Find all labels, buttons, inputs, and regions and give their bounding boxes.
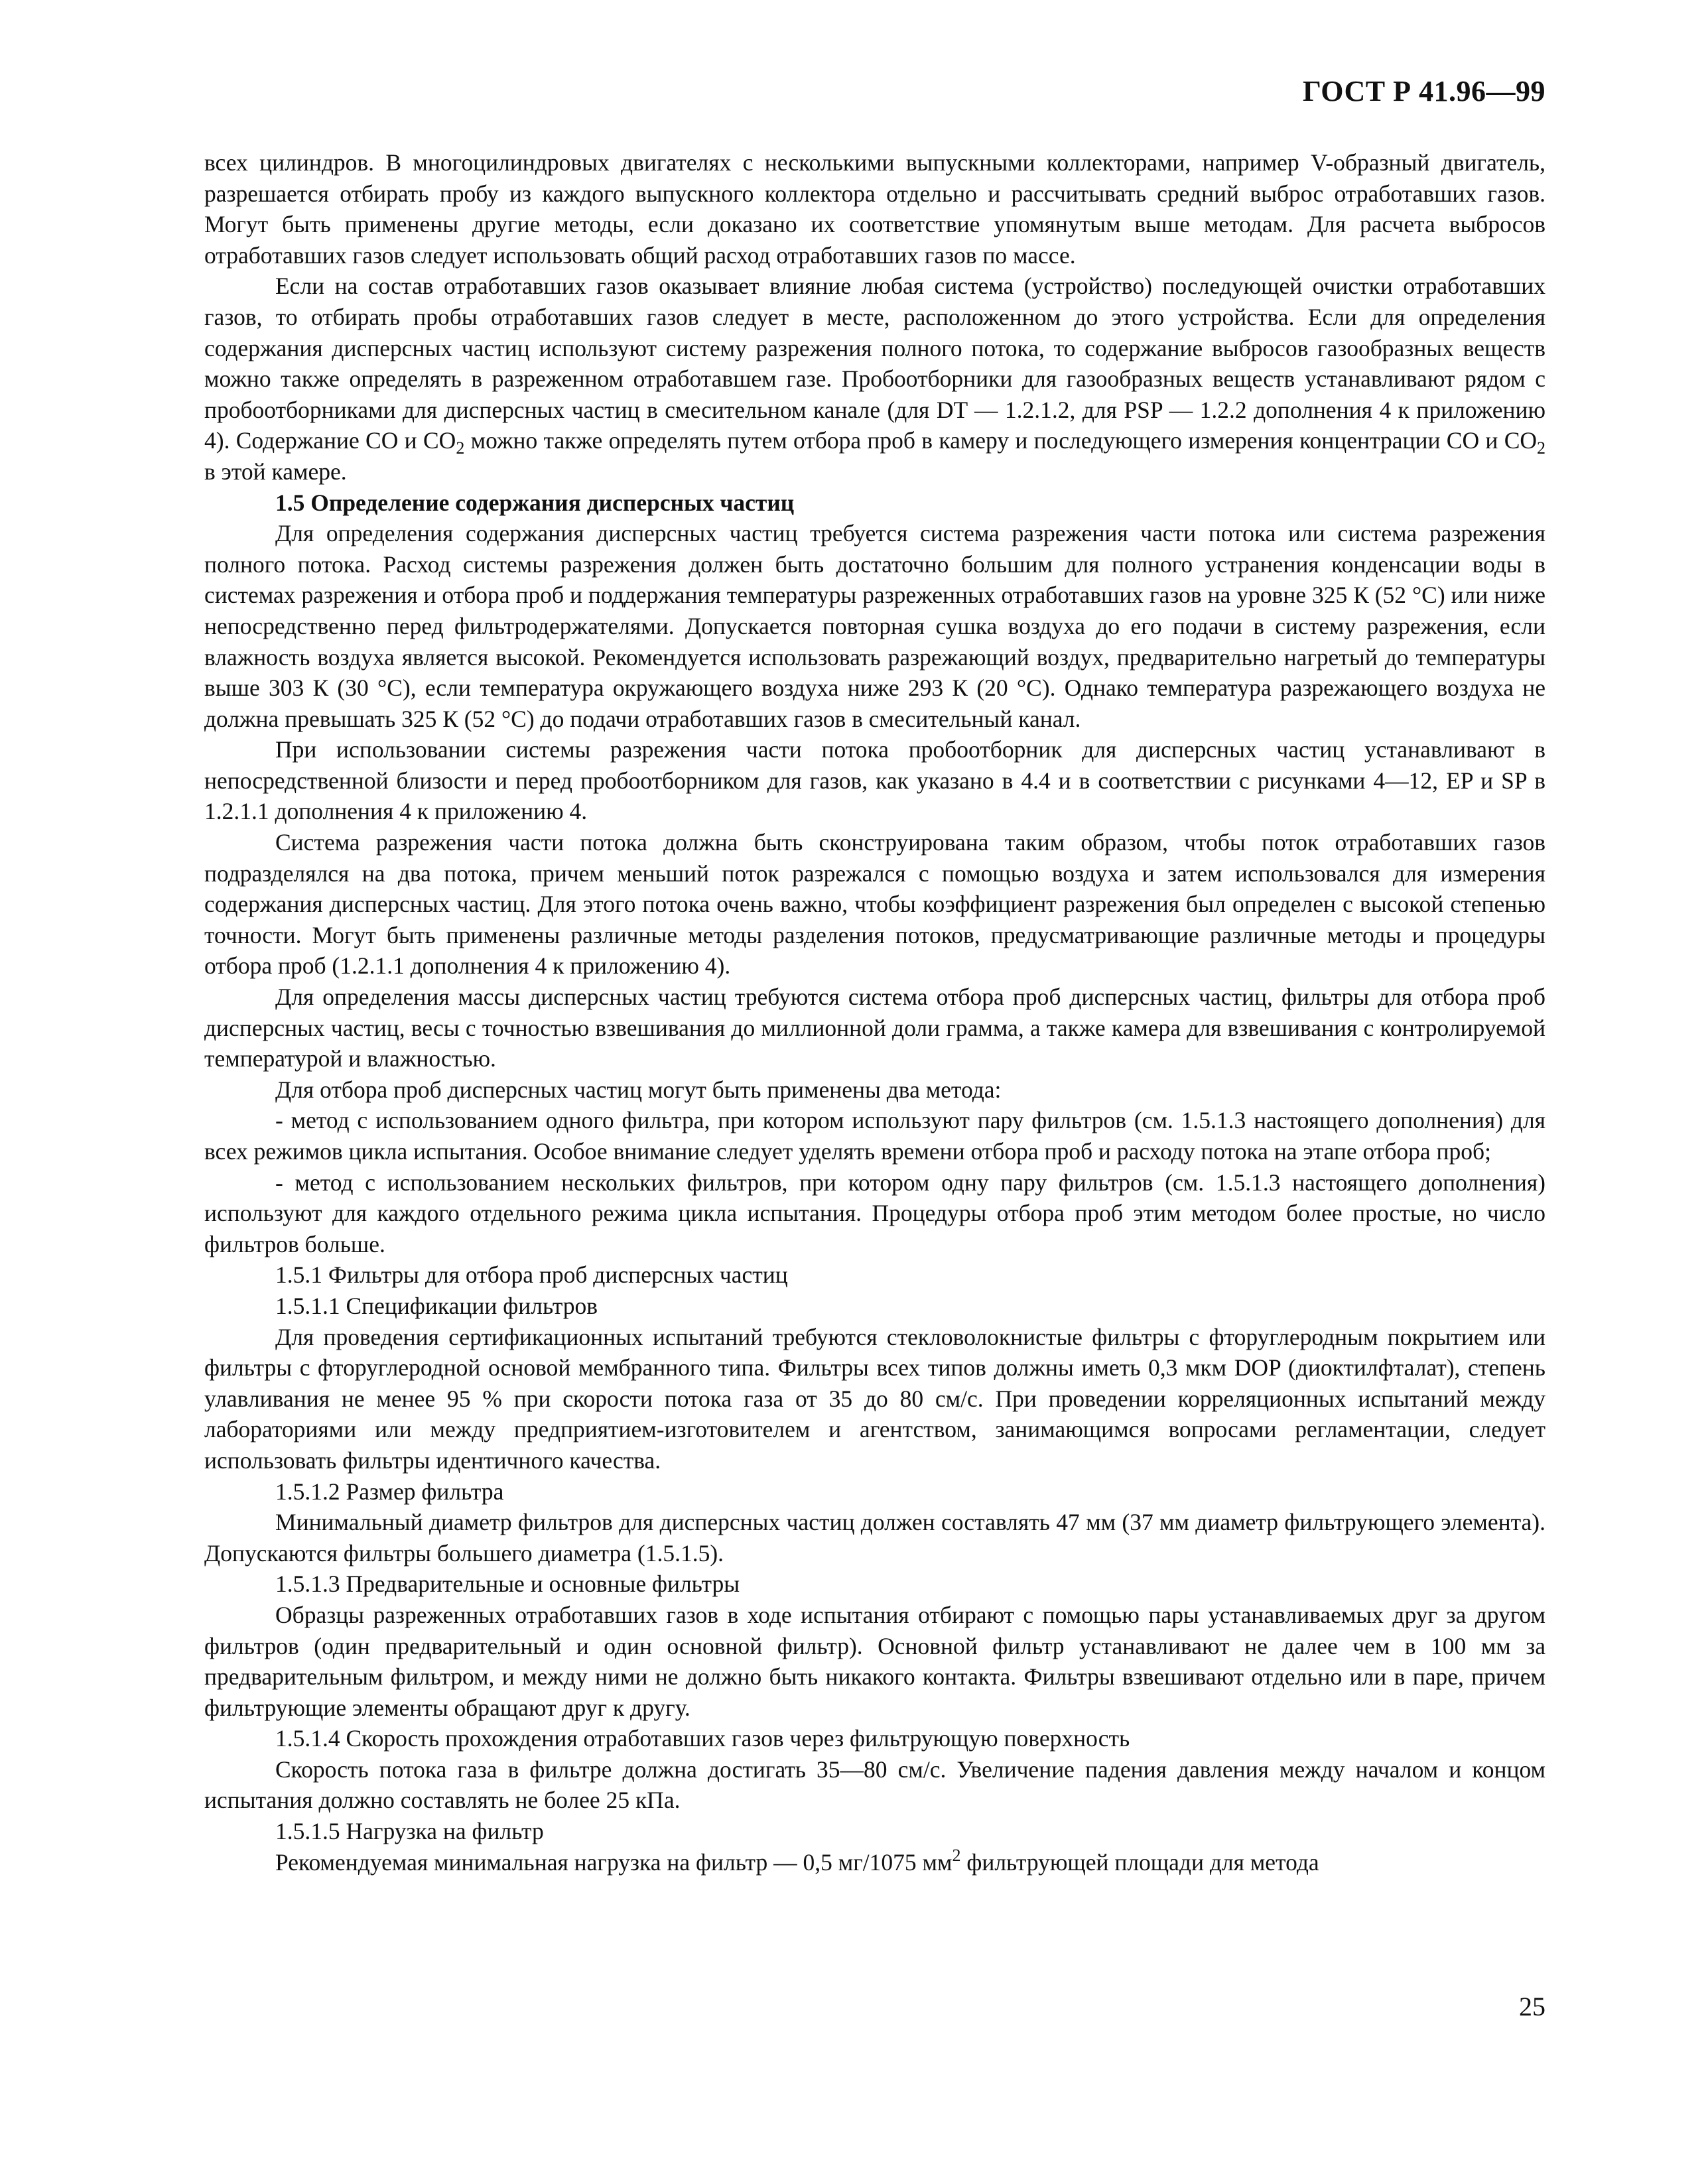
list-item: - метод с использованием одного фильтра, при котором используют пару фильтров (см. 1.5.1.3 настоящего дополнения) для всех режимов цикла испытания. Особое внимание следует уделять времени отбора проб и расходу потока на этапе отбора проб;	[204, 1107, 1545, 1165]
subsection-heading: 1.5.1 Фильтры для отбора проб дисперсных частиц	[275, 1261, 788, 1289]
paragraph: Скорость потока газа в фильтре должна достигать 35—80 см/с. Увеличение падения давления между началом и концом испытания должно составлять не более 25 кПа.	[204, 1756, 1545, 1814]
subsection-heading: 1.5.1.4 Скорость прохождения отработавших газов через фильтрующую поверхность	[275, 1725, 1130, 1752]
paragraph: Система разрежения части потока должна быть сконструирована таким образом, чтобы поток отработавших газов подразделялся на два потока, причем меньший поток разрежался с помощью воздуха и затем использовался для измерения содержания дисперсных частиц. Для этого потока очень важно, чтобы коэффициент разрежения был определен с высокой степенью точности. Могут быть применены различные методы разделения потоков, предусматривающие различные методы и процедуры отбора проб (1.2.1.1 дополнения 4 к приложению 4).	[204, 829, 1545, 980]
paragraph: Рекомендуемая минимальная нагрузка на фильтр — 0,5 мг/1075 $мм^2$ фильтрующей площади для метода	[275, 1845, 1319, 1876]
subsection-heading: 1.5.1.2 Размер фильтра	[275, 1478, 504, 1505]
document-body	[204, 147, 1545, 1878]
paragraph: Для определения массы дисперсных частиц требуются система отбора проб дисперсных частиц, фильтры для отбора проб дисперсных частиц, весы с точностью взвешивания до миллионной доли грамма, а также камера для взвешивания с контролируемой температурой и влажностью.	[204, 984, 1545, 1072]
section-heading: 1.5 Определение содержания дисперсных частиц	[275, 489, 795, 516]
subsection-heading: 1.5.1.1 Спецификации фильтров	[275, 1292, 598, 1319]
paragraph: Если на состав отработавших газов оказывает влияние любая система (устройство) последующей очистки отработавших газов, то отбирать пробы отработавших газов следует в месте, расположенном до этого устройства. Если для определения содержания дисперсных частиц используют систему разрежения полного потока, то содержание выбросов газообразных веществ можно также определять в разреженном отработавшем газе. Пробоотборники для газообразных веществ устанавливают рядом с пробоотборниками для дисперсных частиц в смесительном канале (для DT — 1.2.1.2, для PSP — 1.2.2 дополнения 4 к приложению 4). Содержание CO и $CO_2$ можно также определять путем отбора проб в камеру и последующего измерения концентрации CO и $CO_2$ в этой камере.	[204, 273, 1546, 485]
document-code: ГОСТ Р 41.96—99	[1302, 75, 1545, 107]
paragraph: Минимальный диаметр фильтров для дисперсных частиц должен составлять 47 мм (37 мм диаметр фильтрующего элемента). Допускаются фильтры большего диаметра (1.5.1.5).	[204, 1509, 1545, 1567]
paragraph: Образцы разреженных отработавших газов в ходе испытания отбирают с помощью пары устанавливаемых друг за другом фильтров (один предварительный и один основной фильтр). Основной фильтр устанавливают не далее чем в 100 мм за предварительным фильтром, и между ними не должно быть никакого контакта. Фильтры взвешивают отдельно или в паре, причем фильтрующие элементы обращают друг к другу.	[204, 1601, 1545, 1721]
paragraph: всех цилиндров. В многоцилиндровых двигателях с несколькими выпускными коллекторами, например V-образный двигатель, разрешается отбирать пробу из каждого выпускного коллектора отдельно и рассчитывать средний выброс отработавших газов. Могут быть применены другие методы, если доказано их соответствие упомянутым выше методам. Для расчета выбросов отработавших газов следует использовать общий расход отработавших газов по массе.	[204, 149, 1545, 269]
page-number: 25	[1519, 1992, 1545, 2021]
list-item: - метод с использованием нескольких фильтров, при котором одну пару фильтров (см. 1.5.1.3 настоящего дополнения) используют для каждого отдельного режима цикла испытания. Процедуры отбора проб этим методом более простые, но число фильтров больше.	[204, 1169, 1545, 1257]
document-page	[204, 0, 1545, 2176]
subsection-heading: 1.5.1.5 Нагрузка на фильтр	[275, 1818, 544, 1845]
subsection-heading: 1.5.1.3 Предварительные и основные фильтры	[275, 1570, 740, 1598]
paragraph: Для отбора проб дисперсных частиц могут быть применены два метода:	[275, 1076, 1002, 1103]
paragraph: Для определения содержания дисперсных частиц требуется система разрежения части потока или система разрежения полного потока. Расход системы разрежения должен быть достаточно большим для полного устранения конденсации воды в системах разрежения и отбора проб и поддержания температуры разреженных отработавших газов на уровне 325 К (52 °С) или ниже непосредственно перед фильтродержателями. Допускается повторная сушка воздуха до его подачи в систему разрежения, если влажность воздуха является высокой. Рекомендуется использовать разрежающий воздух, предварительно нагретый до температуры выше 303 К (30 °С), если температура окружающего воздуха ниже 293 К (20 °С). Однако температура разрежающего воздуха не должна превышать 325 К (52 °С) до подачи отработавших газов в смесительный канал.	[204, 520, 1545, 732]
paragraph: Для проведения сертификационных испытаний требуются стекловолокнистые фильтры с фторуглеродным покрытием или фильтры с фторуглеродной основой мембранного типа. Фильтры всех типов должны иметь 0,3 мкм DOP (диоктилфталат), степень улавливания не менее 95 % при скорости потока газа от 35 до 80 см/с. При проведении корреляционных испытаний между лабораториями или между предприятием-изготовителем и агентством, занимающимся вопросами регламентации, следует использовать фильтры идентичного качества.	[204, 1323, 1545, 1474]
paragraph: При использовании системы разрежения части потока пробоотборник для дисперсных частиц устанавливают в непосредственной близости и перед пробоотборником для газов, как указано в 4.4 и в соответствии с рисунками 4—12, EP и SP в 1.2.1.1 дополнения 4 к приложению 4.	[204, 736, 1545, 825]
